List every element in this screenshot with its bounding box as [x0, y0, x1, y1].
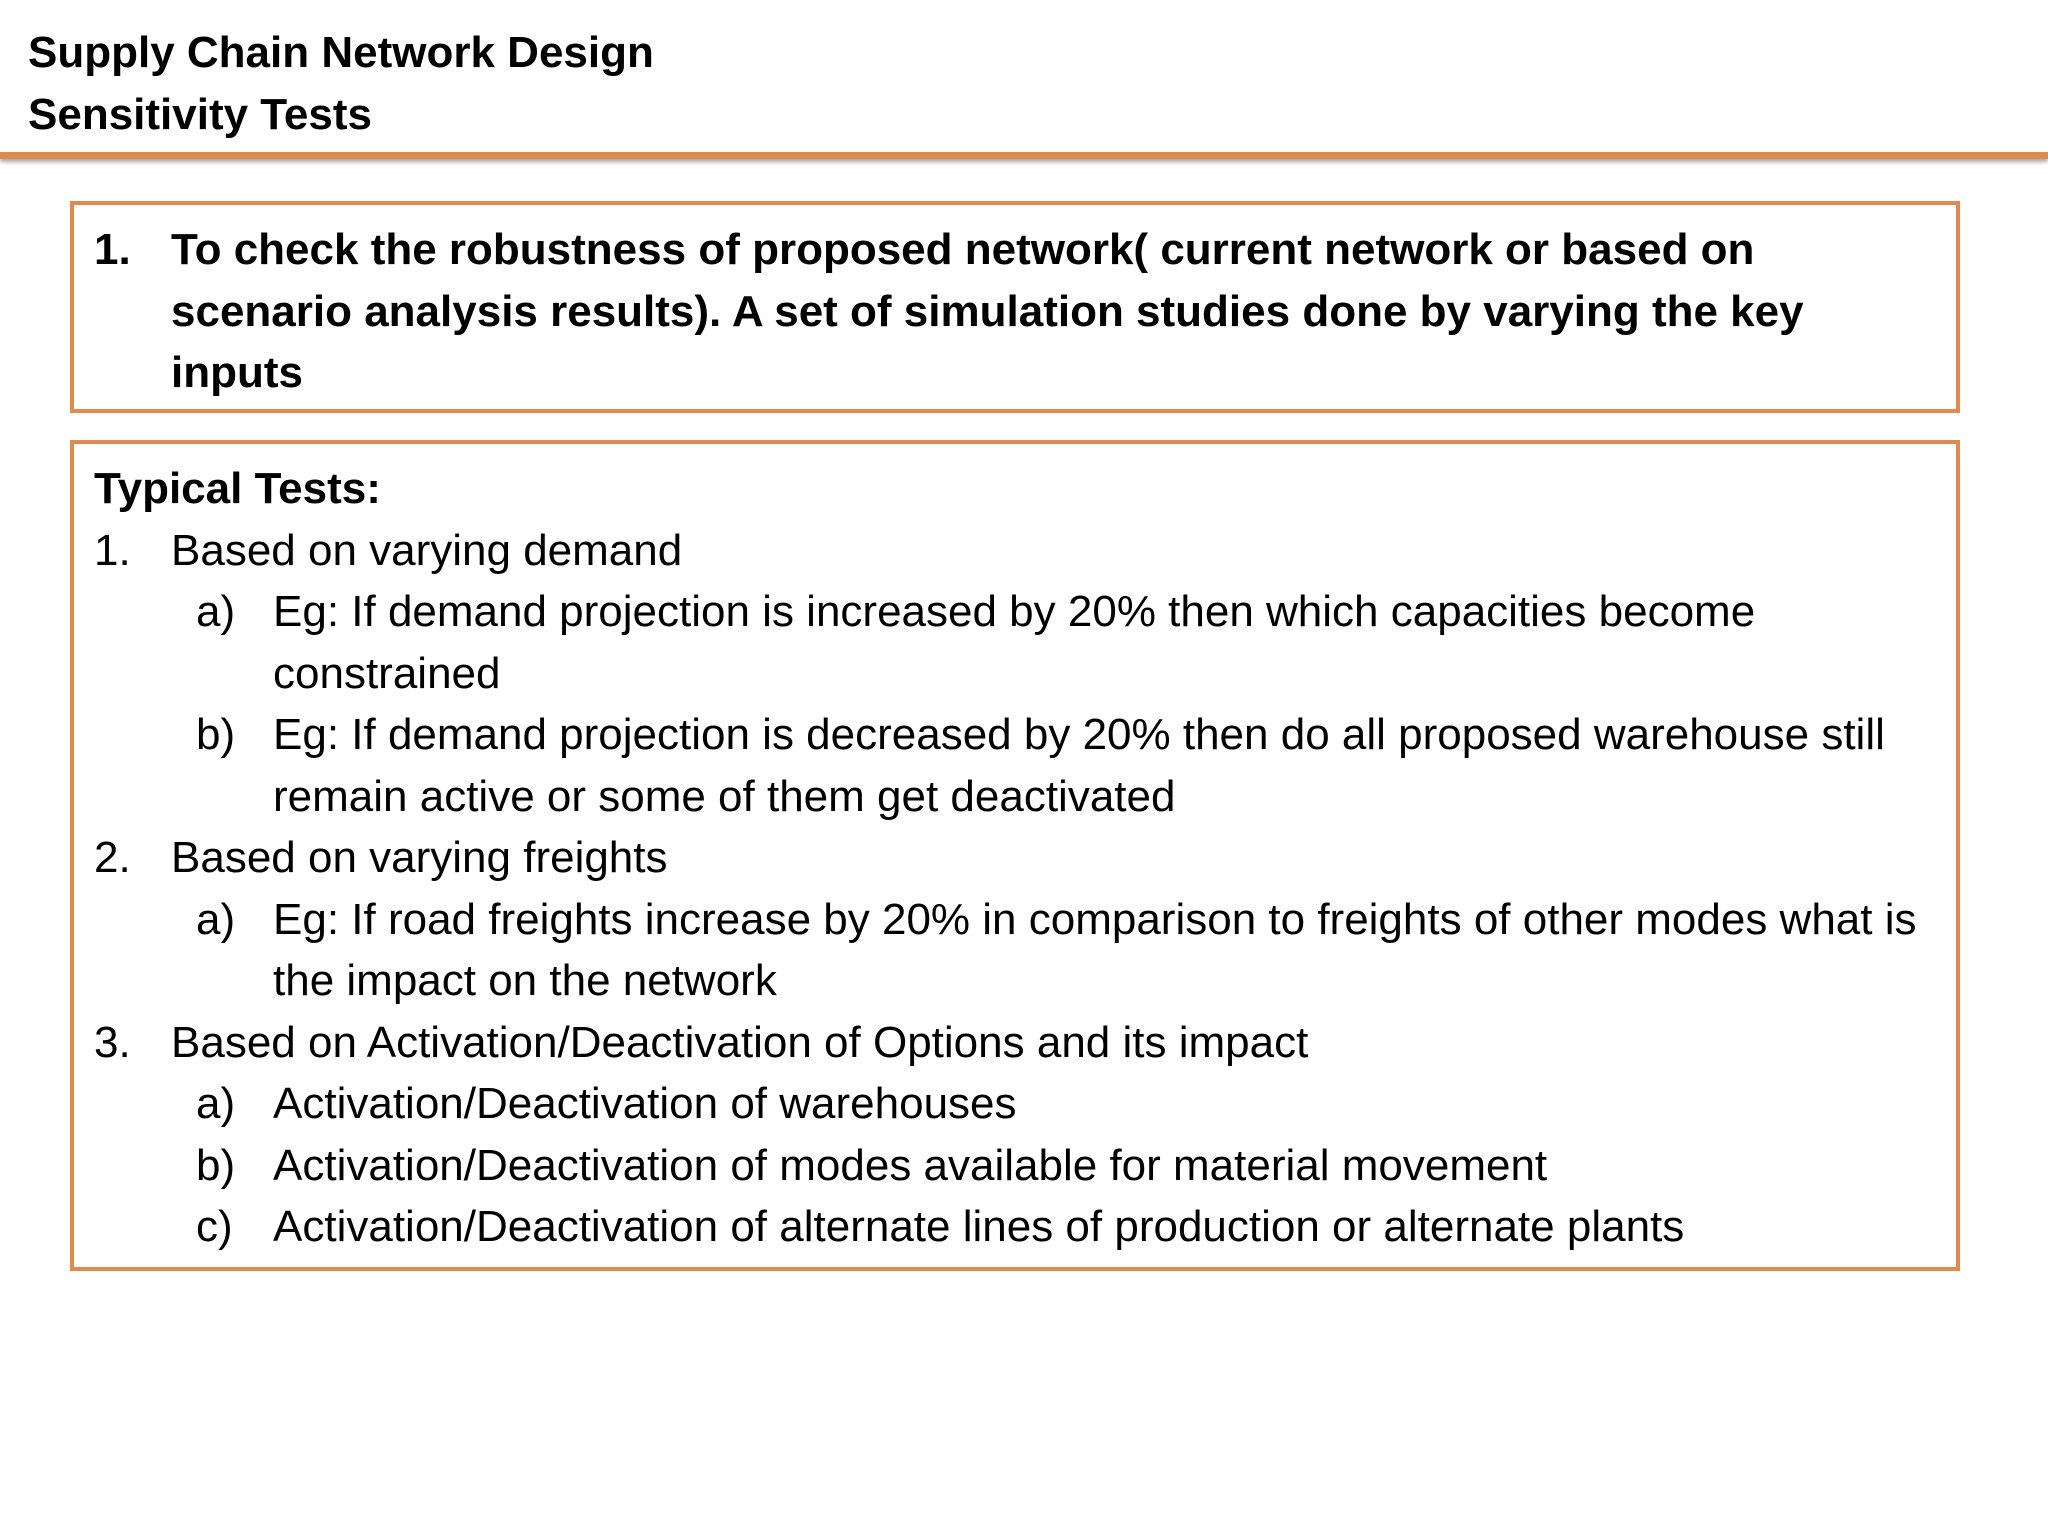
purpose-text: To check the robustness of proposed network( current network or based on scenario analysis results). A set of simulation studies done by varying the key inputs: [171, 225, 1804, 397]
test-subitem: [94, 704, 1936, 827]
subitem-text: Eg: If demand projection is decreased by 20% then do all proposed warehouse still remain active or some of them get deactivated: [273, 710, 1885, 821]
test-item: [94, 520, 1936, 582]
subitem-marker: b): [196, 1140, 236, 1190]
test-item: [94, 827, 1936, 889]
test-number: 1.: [94, 525, 131, 575]
test-label: Based on Activation/Deactivation of Options and its impact: [171, 1017, 1309, 1067]
test-subitem: [94, 581, 1936, 704]
test-subitem: [94, 1135, 1936, 1197]
subitem-text: Eg: If demand projection is increased by 20% then which capacities become constrained: [273, 587, 1756, 698]
subitem-text: Activation/Deactivation of warehouses: [273, 1079, 1017, 1128]
test-subitem: [94, 889, 1936, 1012]
test-item: [94, 1012, 1936, 1074]
slide-title: [28, 22, 654, 146]
title-line-1: Supply Chain Network Design: [28, 28, 654, 77]
test-subitem: [94, 1073, 1936, 1135]
purpose-box: [70, 201, 1960, 413]
test-subitem: [94, 1196, 1936, 1258]
test-number: 3.: [94, 1017, 131, 1067]
subitem-marker: b): [196, 710, 236, 759]
typical-tests-heading: Typical Tests:: [94, 464, 381, 513]
title-line-2: Sensitivity Tests: [28, 90, 372, 139]
subitem-text: Activation/Deactivation of modes available for material movement: [273, 1140, 1548, 1190]
typical-tests-box: [70, 440, 1960, 1271]
subitem-marker: a): [196, 894, 236, 944]
test-number: 2.: [94, 833, 131, 882]
test-label: Based on varying demand: [171, 525, 683, 575]
purpose-item: [94, 219, 1936, 404]
subitem-text: Eg: If road freights increase by 20% in comparison to freights of other modes what is the impact on the network: [273, 894, 1917, 1005]
subitem-marker: a): [196, 587, 236, 636]
subitem-marker: a): [196, 1079, 236, 1128]
title-divider: [0, 152, 2048, 159]
subitem-marker: c): [196, 1202, 233, 1251]
test-label: Based on varying freights: [171, 833, 668, 882]
subitem-text: Activation/Deactivation of alternate lines of production or alternate plants: [273, 1202, 1685, 1251]
purpose-number: 1.: [94, 225, 131, 274]
